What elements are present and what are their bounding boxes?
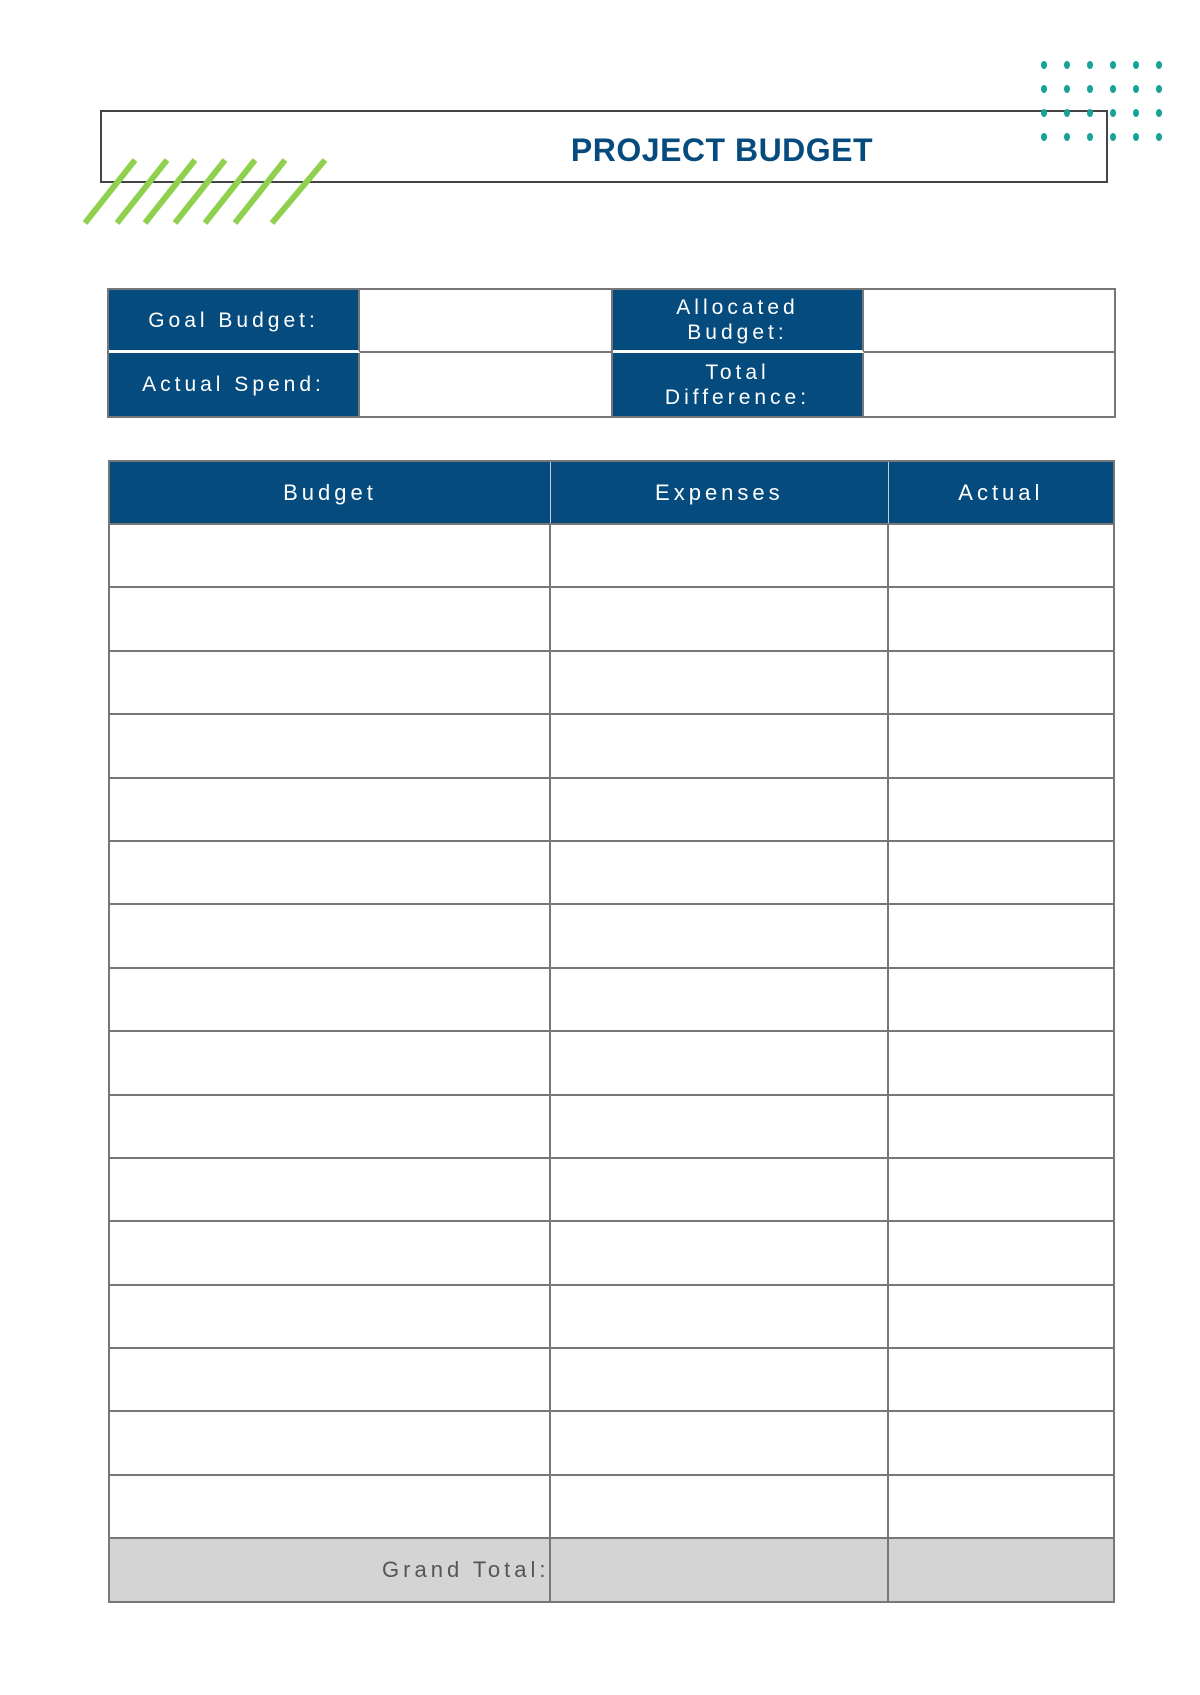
total-difference-field[interactable] (864, 353, 1114, 416)
actual-cell[interactable] (888, 841, 1114, 904)
header-actual: Actual (888, 461, 1114, 524)
expenses-cell[interactable] (550, 714, 888, 777)
table-row (109, 1221, 1114, 1284)
budget-cell[interactable] (109, 1095, 550, 1158)
budget-cell[interactable] (109, 1348, 550, 1411)
dot (1041, 61, 1047, 69)
decorative-dots-icon (1038, 58, 1168, 143)
expenses-cell[interactable] (550, 524, 888, 587)
table-row (109, 524, 1114, 587)
dot (1041, 85, 1047, 93)
dot (1041, 133, 1047, 141)
dot (1087, 133, 1093, 141)
budget-cell[interactable] (109, 1158, 550, 1221)
dot (1156, 109, 1162, 117)
page-title: PROJECT BUDGET (570, 132, 874, 168)
budget-cell[interactable] (109, 1221, 550, 1284)
dot (1041, 109, 1047, 117)
expenses-cell[interactable] (550, 778, 888, 841)
budget-cell[interactable] (109, 841, 550, 904)
table-row (109, 1095, 1114, 1158)
dot (1133, 133, 1139, 141)
expenses-cell[interactable] (550, 1221, 888, 1284)
table-row (109, 904, 1114, 967)
actual-cell[interactable] (888, 587, 1114, 650)
expenses-cell[interactable] (550, 587, 888, 650)
expenses-cell[interactable] (550, 1411, 888, 1474)
expenses-cell[interactable] (550, 968, 888, 1031)
dot (1133, 61, 1139, 69)
expenses-cell[interactable] (550, 1285, 888, 1348)
expenses-cell[interactable] (550, 651, 888, 714)
dot (1087, 109, 1093, 117)
actual-cell[interactable] (888, 1411, 1114, 1474)
dot (1156, 85, 1162, 93)
budget-cell[interactable] (109, 904, 550, 967)
allocated-budget-label: Allocated Budget: (613, 290, 864, 353)
budget-cell[interactable] (109, 714, 550, 777)
grand-total-expenses-cell[interactable] (550, 1538, 888, 1601)
dot (1087, 85, 1093, 93)
dot (1064, 61, 1070, 69)
table-row (109, 1348, 1114, 1411)
table-row (109, 714, 1114, 777)
budget-cell[interactable] (109, 587, 550, 650)
table-row (109, 651, 1114, 714)
goal-budget-label: Goal Budget: (109, 290, 360, 353)
grand-total-row (109, 1538, 1114, 1601)
actual-cell[interactable] (888, 1285, 1114, 1348)
dot (1133, 85, 1139, 93)
budget-cell[interactable] (109, 968, 550, 1031)
actual-cell[interactable] (888, 1031, 1114, 1094)
expenses-cell[interactable] (550, 1158, 888, 1221)
actual-cell[interactable] (888, 1158, 1114, 1221)
actual-cell[interactable] (888, 1348, 1114, 1411)
actual-cell[interactable] (888, 1095, 1114, 1158)
budget-table (108, 460, 1115, 1603)
table-row (109, 841, 1114, 904)
expenses-cell[interactable] (550, 1348, 888, 1411)
actual-cell[interactable] (888, 778, 1114, 841)
dot (1110, 85, 1116, 93)
actual-cell[interactable] (888, 1221, 1114, 1284)
expenses-cell[interactable] (550, 1475, 888, 1538)
budget-cell[interactable] (109, 1031, 550, 1094)
grand-total-label: Grand Total: (109, 1538, 550, 1601)
actual-cell[interactable] (888, 968, 1114, 1031)
dot (1156, 133, 1162, 141)
actual-cell[interactable] (888, 904, 1114, 967)
dot (1110, 61, 1116, 69)
actual-spend-field[interactable] (360, 353, 613, 416)
table-row (109, 778, 1114, 841)
budget-cell[interactable] (109, 1475, 550, 1538)
summary-table (107, 288, 1116, 418)
table-row (109, 1411, 1114, 1474)
decorative-stripes-icon (80, 155, 340, 230)
budget-cell[interactable] (109, 651, 550, 714)
expenses-cell[interactable] (550, 1095, 888, 1158)
expenses-cell[interactable] (550, 841, 888, 904)
table-row (109, 587, 1114, 650)
table-row (109, 1031, 1114, 1094)
actual-cell[interactable] (888, 1475, 1114, 1538)
dot (1064, 85, 1070, 93)
dot (1087, 61, 1093, 69)
table-row (109, 968, 1114, 1031)
allocated-budget-field[interactable] (864, 290, 1114, 353)
budget-cell[interactable] (109, 524, 550, 587)
actual-spend-label: Actual Spend: (109, 353, 360, 416)
dot (1110, 109, 1116, 117)
goal-budget-field[interactable] (360, 290, 613, 353)
actual-cell[interactable] (888, 714, 1114, 777)
budget-cell[interactable] (109, 778, 550, 841)
grand-total-actual-cell[interactable] (888, 1538, 1114, 1601)
budget-cell[interactable] (109, 1285, 550, 1348)
expenses-cell[interactable] (550, 904, 888, 967)
dot (1156, 61, 1162, 69)
header-expenses: Expenses (550, 461, 888, 524)
actual-cell[interactable] (888, 524, 1114, 587)
dot (1133, 109, 1139, 117)
table-row (109, 1285, 1114, 1348)
total-difference-label: Total Difference: (613, 353, 864, 416)
header-budget: Budget (109, 461, 550, 524)
table-row (109, 1475, 1114, 1538)
table-row (109, 1158, 1114, 1221)
dot (1064, 133, 1070, 141)
dot (1064, 109, 1070, 117)
budget-cell[interactable] (109, 1411, 550, 1474)
actual-cell[interactable] (888, 651, 1114, 714)
expenses-cell[interactable] (550, 1031, 888, 1094)
dot (1110, 133, 1116, 141)
